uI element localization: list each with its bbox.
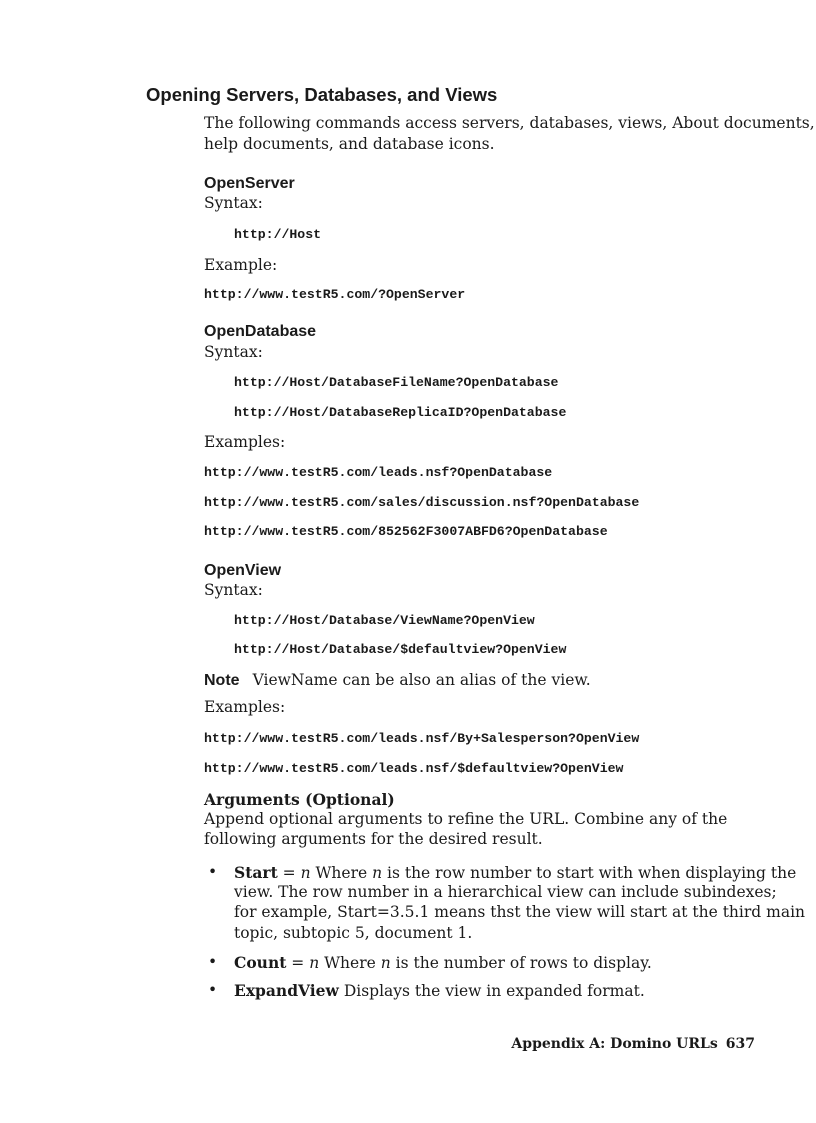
bullet-1-where: Where (310, 864, 373, 882)
openserver-syntax-label: Syntax: (204, 194, 263, 212)
intro-line-1: The following commands access servers, databases, views, About documents, (204, 114, 815, 132)
bullet-1-line-1 (234, 862, 796, 884)
opendatabase-syntax-label: Syntax: (204, 343, 263, 361)
bullet-2-var2: n (380, 954, 391, 972)
bullet-1-term: Start (234, 863, 278, 882)
opendatabase-example-line-1: http://www.testR5.com/leads.nsf?OpenDatabase (204, 465, 553, 480)
section-title: Opening Servers, Databases, and Views (146, 84, 498, 105)
bullet-2-term: Count (234, 953, 287, 972)
openview-example-label: Examples: (204, 698, 286, 716)
note-label: Note (204, 672, 240, 689)
openview-example-line-2: http://www.testR5.com/leads.nsf/$defaultview?OpenView (204, 761, 624, 776)
bullet-1-rest: is the row number to start with when displaying the (382, 864, 797, 882)
opendatabase-example-label: Examples: (204, 433, 286, 451)
openview-syntax-line-1: http://Host/Database/ViewName?OpenView (234, 613, 535, 628)
arguments-heading: Arguments (Optional) (204, 790, 395, 809)
footer-label: Appendix A: Domino URLs (511, 1036, 718, 1052)
arguments-text-line-1: Append optional arguments to refine the URL. Combine any of the (204, 810, 728, 828)
bullet-2-line (234, 952, 652, 974)
page-number: 637 (725, 1036, 755, 1052)
openview-syntax-label: Syntax: (204, 581, 263, 599)
bullet-2-where: Where (319, 954, 381, 972)
openserver-heading: OpenServer (204, 175, 295, 192)
openserver-example-label: Example: (204, 256, 278, 274)
page-footer (511, 1034, 755, 1055)
intro-line-2: help documents, and database icons. (204, 135, 495, 153)
openserver-example-line: http://www.testR5.com/?OpenServer (204, 287, 466, 302)
bullet-1-var: n (300, 864, 311, 882)
opendatabase-example-line-3: http://www.testR5.com/852562F3007ABFD6?OpenDatabase (204, 524, 608, 539)
bullet-3-line (234, 980, 645, 1002)
bullet-2-marker: • (208, 953, 218, 971)
arguments-text-line-2: following arguments for the desired result. (204, 830, 543, 848)
bullet-1-line-2: view. The row number in a hierarchical view can include subindexes; (234, 883, 777, 901)
note-text: ViewName can be also an alias of the view. (252, 671, 591, 689)
openserver-syntax-line: http://Host (234, 227, 322, 242)
bullet-2-eq: = (286, 954, 310, 972)
bullet-1-eq: = (277, 864, 301, 882)
bullet-1-var2: n (372, 864, 383, 882)
bullet-3-marker: • (208, 981, 218, 999)
opendatabase-syntax-line-2: http://Host/DatabaseReplicaID?OpenDatabase (234, 405, 567, 420)
bullet-1-line-3: for example, Start=3.5.1 means thst the view will start at the third main (234, 903, 806, 921)
openview-note (204, 670, 591, 691)
openview-heading: OpenView (204, 562, 282, 579)
bullet-3-rest: Displays the view in expanded format. (338, 982, 645, 1000)
openview-example-line-1: http://www.testR5.com/leads.nsf/By+Salesperson?OpenView (204, 731, 640, 746)
bullet-2-rest: is the number of rows to display. (390, 954, 652, 972)
bullet-3-term: ExpandView (234, 981, 339, 1000)
openview-syntax-line-2: http://Host/Database/$defaultview?OpenView (234, 642, 567, 657)
opendatabase-heading: OpenDatabase (204, 323, 317, 340)
bullet-2-var: n (309, 954, 320, 972)
opendatabase-syntax-line-1: http://Host/DatabaseFileName?OpenDatabase (234, 375, 559, 390)
opendatabase-example-line-2: http://www.testR5.com/sales/discussion.nsf?OpenDatabase (204, 495, 640, 510)
bullet-1-marker: • (208, 863, 218, 881)
bullet-1-line-4: topic, subtopic 5, document 1. (234, 924, 473, 942)
